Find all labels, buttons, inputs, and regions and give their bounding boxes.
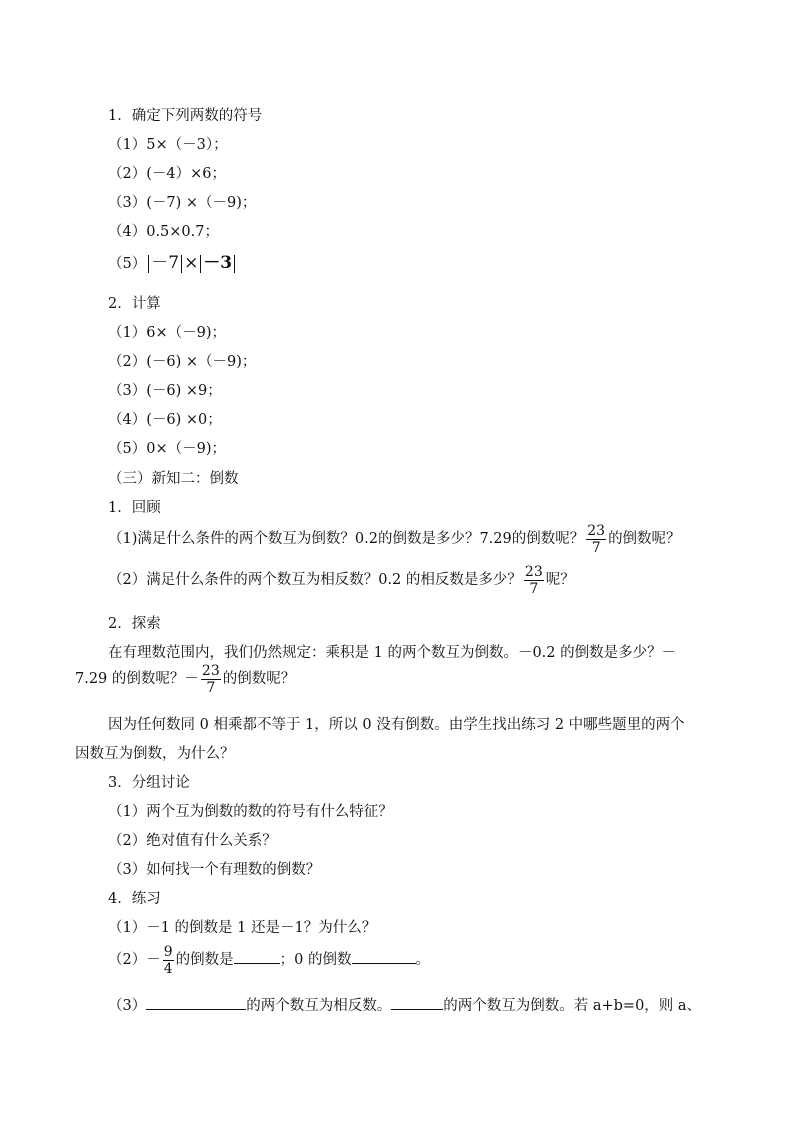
fraction-numerator: 23: [524, 563, 543, 580]
review-q2: [108, 562, 575, 598]
review-q1-tail: 的倒数呢？: [608, 531, 681, 547]
abs-a: －7: [151, 253, 180, 273]
practice-3-mid: 的两个数互为相反数。: [246, 998, 392, 1014]
practice-heading: 4．练习: [108, 891, 161, 907]
fraction-23-7: [524, 564, 544, 597]
explore-p2-line2: 因数互为倒数，为什么？: [75, 746, 235, 762]
fraction-23-7: [586, 523, 606, 556]
explore-p1-line2: [75, 661, 295, 697]
fraction-denominator: 7: [591, 539, 601, 556]
s2-item-5: （5）0×（－9)；: [108, 441, 226, 457]
s1-item-2: （2）(－4）×6；: [108, 166, 226, 182]
explore-p1-line1: 在有理数范围内，我们仍然规定：乘积是 1 的两个数互为倒数。－0.2 的倒数是多少？－: [108, 645, 677, 661]
s2-item-4: （4）(－6) ×0；: [108, 412, 222, 428]
fraction-denominator: 4: [163, 960, 173, 977]
section1-heading: 1．确定下列两数的符号: [108, 108, 263, 124]
fraction-23-7: [201, 663, 221, 696]
practice-2-end: 。: [415, 952, 430, 968]
s2-item-2: （2）(－6) ×（－9)；: [108, 354, 257, 370]
answer-blank-1[interactable]: [234, 949, 280, 964]
review-q1: [108, 521, 681, 557]
fraction-denominator: 7: [529, 580, 539, 597]
s2-item-1: （1）6×（－9)；: [108, 325, 226, 341]
fraction-9-4: [163, 944, 174, 977]
answer-blank-4[interactable]: [391, 995, 443, 1010]
s1-item-1: （1）5×（－3）；: [108, 137, 228, 153]
group-item-1: （1）两个互为倒数的数的符号有什么特征？: [108, 804, 393, 820]
section3-heading: （三）新知二：倒数: [108, 471, 239, 487]
review-q2-text: （2）满足什么条件的两个数互为相反数？0.2 的相反数是多少？: [108, 572, 522, 588]
answer-blank-3[interactable]: [146, 995, 246, 1010]
practice-2-prefix: （2）－: [108, 952, 161, 968]
abs-b: －3: [203, 253, 233, 273]
practice-2-mid: 的倒数是: [175, 952, 234, 968]
s1-item-4: （4）0.5×0.7；: [108, 224, 219, 240]
fraction-denominator: 7: [206, 679, 216, 696]
review-q1-text: （1)满足什么条件的两个数互为倒数？0.2的倒数是多少？7.29的倒数呢？: [108, 531, 585, 547]
answer-blank-2[interactable]: [352, 949, 416, 964]
practice-3-end: 的两个数互为倒数。若 a+b=0，则 a、: [443, 998, 702, 1014]
explore-heading: 2．探索: [108, 616, 161, 632]
practice-2: [108, 942, 430, 978]
s1-item-5: [108, 253, 237, 274]
group-item-2: （2）绝对值有什么关系？: [108, 833, 277, 849]
practice-1: （1）－1 的倒数是 1 还是－1？为什么？: [108, 920, 377, 936]
review-heading: 1．回顾: [108, 500, 161, 516]
section2-heading: 2．计算: [108, 296, 161, 312]
s1-item-5-prefix: （5）: [108, 256, 147, 272]
fraction-numerator: 23: [201, 662, 220, 679]
abs-expression: [146, 253, 237, 273]
s1-item-3: （3）(－7) ×（－9)；: [108, 195, 257, 211]
abs-times: ×: [184, 253, 199, 273]
practice-2-sep: ；0 的倒数: [279, 952, 352, 968]
explore-p2-line1: 因为任何数同 0 相乘都不等于 1，所以 0 没有倒数。由学生找出练习 2 中哪些题里的两个: [108, 717, 685, 733]
practice-3: [108, 995, 701, 1016]
fraction-numerator: 23: [587, 522, 606, 539]
practice-3-prefix: （3）: [108, 998, 147, 1014]
review-q2-tail: 呢？: [545, 572, 575, 588]
fraction-numerator: 9: [163, 943, 173, 960]
explore-p1-line2-b: 的倒数呢？: [222, 671, 296, 687]
s2-item-3: （3）(－6) ×9；: [108, 383, 222, 399]
explore-p1-line2-a: 7.29 的倒数呢？－: [75, 671, 199, 687]
group-item-3: （3）如何找一个有理数的倒数？: [108, 862, 321, 878]
group-heading: 3．分组讨论: [108, 775, 190, 791]
